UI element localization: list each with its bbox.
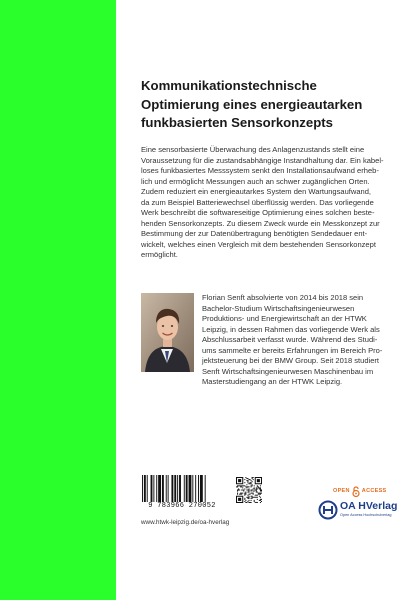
bio-line: jektsteuerung bei der BMW Group. Seit 2018 studiert — [202, 356, 380, 365]
bio-line: Florian Senft absolvierte von 2014 bis 2018 sein — [202, 293, 364, 302]
bio-line: Bachelor-Studium Wirtschaftsingenieurwesen — [202, 303, 355, 313]
bio-line: Senft Wirtschaftsingenieurwesen Maschinenbau im — [202, 366, 374, 376]
book-title — [141, 77, 391, 133]
abstract-line: ermöglicht. — [141, 250, 178, 259]
publisher-url: www.htwk-leipzig.de/oa-hverlag — [141, 519, 230, 526]
title-line: funkbasierten Sensorkonzepts — [141, 115, 333, 130]
title-line: Optimierung eines energieautarken — [141, 96, 363, 112]
abstract-line: Voraussetzung für die zustandsabhängige Instandhaltung dar. Ein kabel- — [141, 155, 384, 165]
abstract-line: Bestimmung der zur Datenübertragung benötigten Sendedauer ent- — [141, 229, 368, 238]
publisher-logo-icon — [318, 500, 338, 520]
publisher-logo — [318, 500, 408, 522]
green-color-band — [0, 0, 116, 600]
abstract-line: henden Sensorkonzepts. Zu diesem Zweck wurde ein Messkonzept zur — [141, 218, 380, 228]
bio-line: Abschlussarbeit verfasst wurde. Während des Studi- — [202, 335, 378, 344]
bio-line: Leipzig, in dessen Rahmen das vorliegende Werk als — [202, 324, 380, 334]
author-bio — [202, 293, 402, 388]
bio-line: ums sammelte er bereits Erfahrungen im Bereich Pro- — [202, 345, 383, 355]
publisher-name: OA HVerlag — [340, 500, 398, 512]
abstract-line: lich und ermöglicht Messungen auch an schwer zugänglichen Orten. — [141, 176, 370, 186]
book-abstract — [141, 145, 399, 261]
publisher-subtitle: Open Access Hochschulverlag — [340, 513, 392, 517]
abstract-line: Eine sensorbasierte Überwachung des Anlagenzustands stellt eine — [141, 145, 365, 154]
title-line: Kommunikationstechnische — [141, 78, 317, 93]
abstract-line: wickelt, welches einen Vergleich mit dem bestehenden Sensorkonzept — [141, 239, 376, 249]
abstract-line: da zum Beispiel Batteriewechsel überflüssig werden. Das vorliegende — [141, 197, 374, 207]
abstract-line: Zudem reduziert ein energieautarkes System den Wartungsaufwand, — [141, 187, 372, 196]
open-access-left-text: OPEN — [333, 488, 350, 494]
bio-line: Masterstudiengang an der HTWK Leipzig. — [202, 377, 343, 386]
isbn-number: 9 783966 270052 — [141, 502, 223, 510]
open-lock-icon — [352, 486, 360, 497]
abstract-line: loses funkbasiertes Messsystem senkt den Installationsaufwand erheb- — [141, 166, 379, 175]
open-access-right-text: ACCESS — [361, 488, 387, 494]
open-access-badge — [333, 485, 393, 497]
qr-code — [236, 477, 262, 503]
author-photo — [141, 293, 194, 372]
bio-line: Produktions- und Energiewirtschaft an der HTWK — [202, 314, 367, 323]
abstract-line: Werk beschreibt die softwareseitige Optimierung eines solchen beste- — [141, 208, 375, 217]
